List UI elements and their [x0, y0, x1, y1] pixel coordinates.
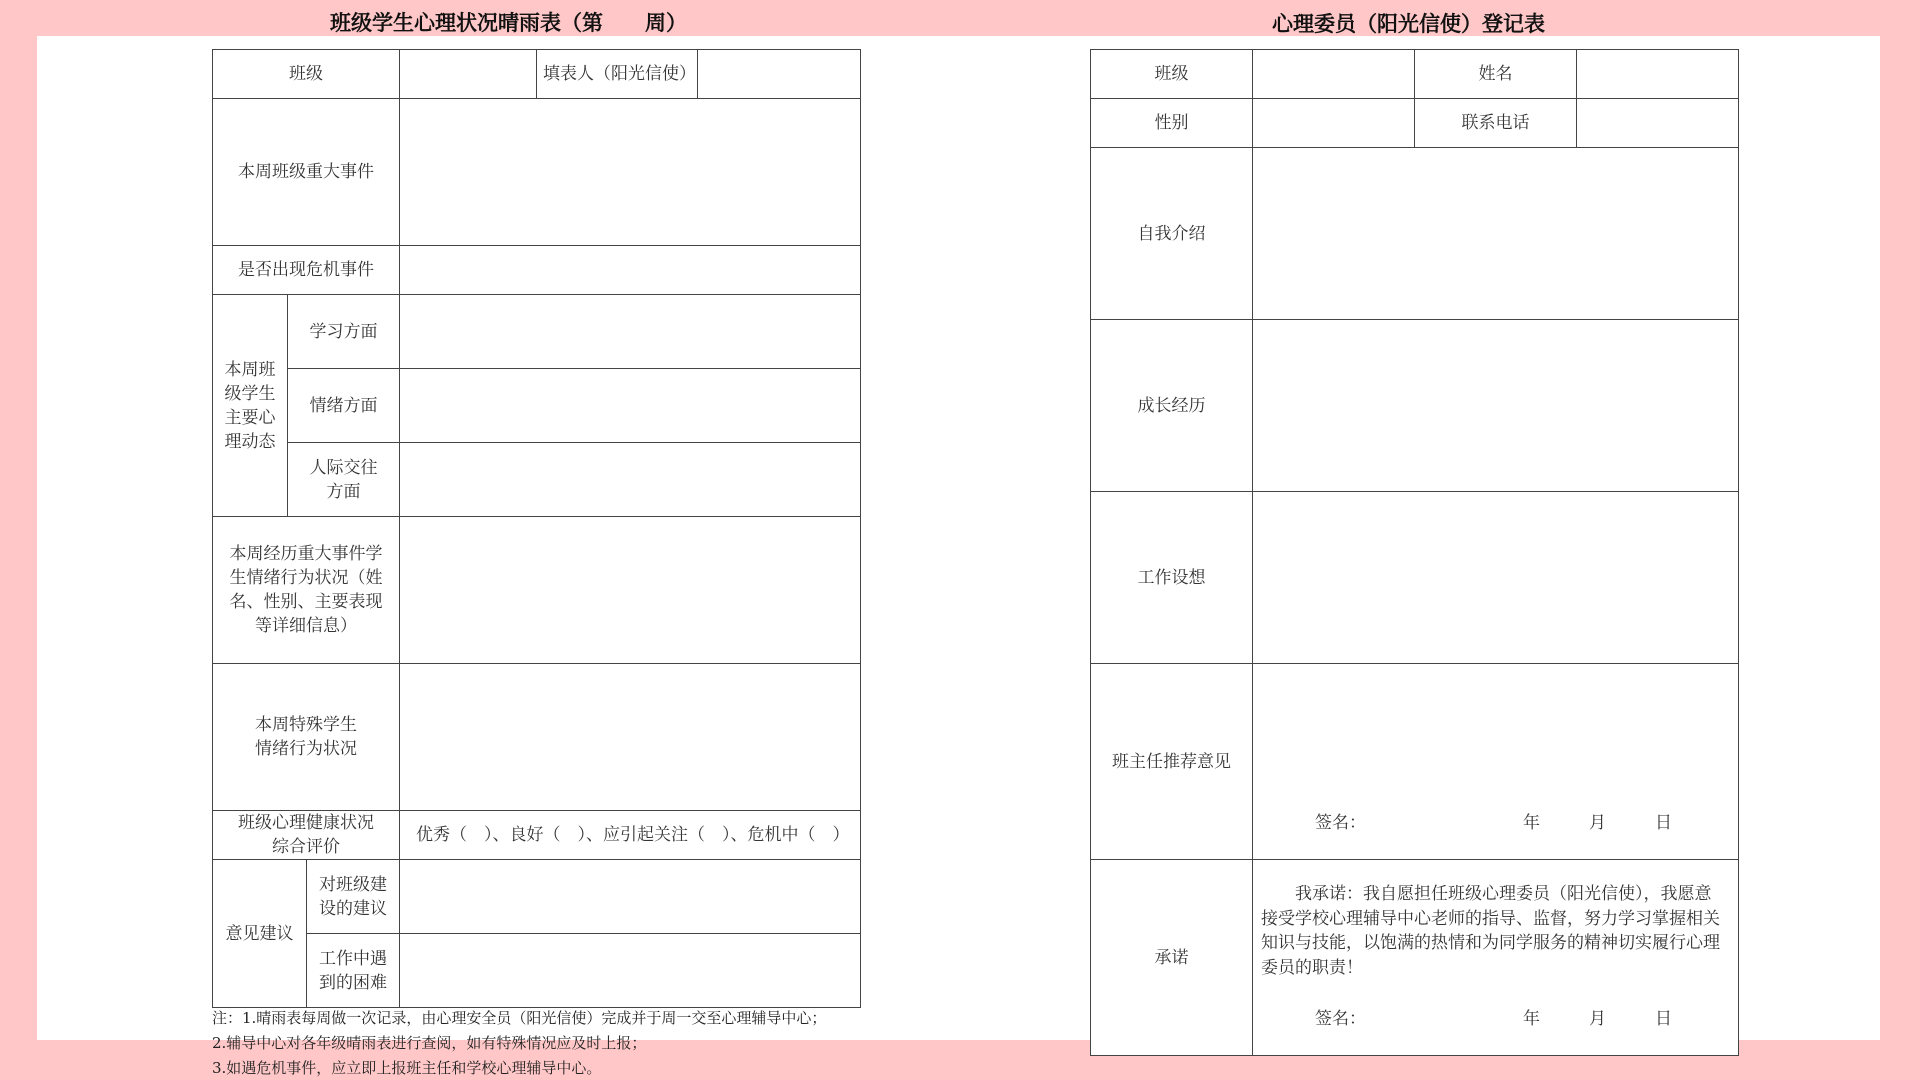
mood-barometer-table [212, 49, 861, 1008]
study-label: 学习方面 [288, 295, 400, 369]
day-label: 日 [1655, 813, 1672, 833]
pledge-cell[interactable] [1253, 860, 1739, 1056]
filler-label: 填表人（阳光信使） [537, 50, 698, 99]
note-2: 2.辅导中心对各年级晴雨表进行查阅，如有特殊情况应及时上报； [212, 1034, 647, 1052]
overall-options[interactable]: 优秀（ ）、良好（ ）、应引起关注（ ）、危机中（ ） [400, 811, 861, 860]
signature-label: 签名： [1315, 1009, 1366, 1029]
class-building-label: 对班级建设的建议 [307, 860, 400, 934]
growth-label: 成长经历 [1091, 320, 1253, 492]
special-students-label: 本周特殊学生情绪行为状况 [213, 664, 400, 811]
year-label: 年 [1523, 1009, 1540, 1029]
growth-input[interactable] [1253, 320, 1739, 492]
social-input[interactable] [400, 443, 861, 517]
filler-input[interactable] [698, 50, 861, 99]
class-label: 班级 [213, 50, 400, 99]
class-input[interactable] [1253, 50, 1415, 99]
intro-input[interactable] [1253, 148, 1739, 320]
crisis-label: 是否出现危机事件 [213, 246, 400, 295]
gender-label: 性别 [1091, 99, 1253, 148]
name-label: 姓名 [1415, 50, 1577, 99]
plan-input[interactable] [1253, 492, 1739, 664]
emotion-label: 情绪方面 [288, 369, 400, 443]
month-label: 月 [1589, 813, 1606, 833]
name-input[interactable] [1577, 50, 1739, 99]
dynamics-label: 本周班级学生主要心理动态 [213, 295, 288, 517]
crisis-input[interactable] [400, 246, 861, 295]
special-students-input[interactable] [400, 664, 861, 811]
intro-label: 自我介绍 [1091, 148, 1253, 320]
pledge-label: 承诺 [1091, 860, 1253, 1056]
recommend-label: 班主任推荐意见 [1091, 664, 1253, 860]
pledge-text: 我承诺：我自愿担任班级心理委员（阳光信使），我愿意接受学校心理辅导中心老师的指导、监督，努力学习掌握相关知识与技能，以饱满的热情和为同学服务的精神切实履行心理委员的职责！ [1261, 884, 1720, 978]
suggestions-label: 意见建议 [213, 860, 307, 1008]
major-events-label: 本周班级重大事件 [213, 99, 400, 246]
committee-registration-table [1090, 49, 1739, 1056]
affected-students-label: 本周经历重大事件学生情绪行为状况（姓名、性别、主要表现等详细信息） [213, 517, 400, 664]
signature-label: 签名： [1315, 813, 1366, 833]
month-label: 月 [1589, 1009, 1606, 1029]
emotion-input[interactable] [400, 369, 861, 443]
plan-label: 工作设想 [1091, 492, 1253, 664]
class-label: 班级 [1091, 50, 1253, 99]
form-notes [212, 1006, 826, 1080]
social-label: 人际交往方面 [288, 443, 400, 517]
phone-label: 联系电话 [1415, 99, 1577, 148]
year-label: 年 [1523, 813, 1540, 833]
note-1: 注：1.晴雨表每周做一次记录，由心理安全员（阳光信使）完成并于周一交至心理辅导中心； [212, 1009, 827, 1027]
left-form-title: 班级学生心理状况晴雨表（第 周） [330, 10, 687, 35]
class-building-input[interactable] [400, 860, 861, 934]
difficulties-label: 工作中遇到的困难 [307, 934, 400, 1008]
note-3: 3.如遇危机事件，应立即上报班主任和学校心理辅导中心。 [212, 1059, 602, 1077]
gender-input[interactable] [1253, 99, 1415, 148]
study-input[interactable] [400, 295, 861, 369]
major-events-input[interactable] [400, 99, 861, 246]
day-label: 日 [1655, 1009, 1672, 1029]
right-form-title: 心理委员（阳光信使）登记表 [1272, 11, 1545, 36]
overall-label: 班级心理健康状况综合评价 [213, 811, 400, 860]
class-input[interactable] [400, 50, 537, 99]
phone-input[interactable] [1577, 99, 1739, 148]
recommend-input[interactable] [1253, 664, 1739, 860]
affected-students-input[interactable] [400, 517, 861, 664]
difficulties-input[interactable] [400, 934, 861, 1008]
